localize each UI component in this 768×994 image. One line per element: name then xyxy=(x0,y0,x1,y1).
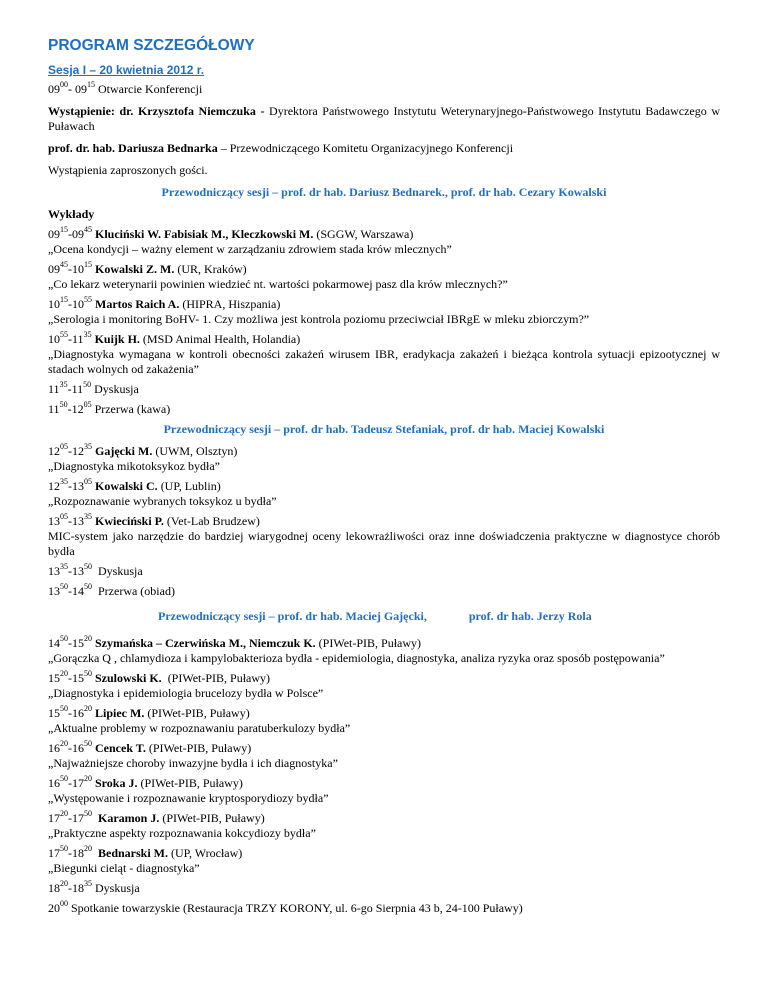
lecture-time-author xyxy=(48,671,720,686)
time-start-minutes: 55 xyxy=(60,330,68,339)
lecture-entry xyxy=(48,514,720,559)
lecture-title: „Co lekarz weterynarii powinien wiedzieć nt. wartości pokarmowej pasz dla krów mlecznych?” xyxy=(48,277,508,291)
time-separator: - xyxy=(68,262,72,276)
time-start-minutes: 20 xyxy=(60,669,68,678)
time-end-minutes: 15 xyxy=(84,260,92,269)
time-start-minutes: 50 xyxy=(60,844,68,853)
chair-line-2: Przewodniczący sesji – prof. dr hab. Tadeusz Stefaniak, prof. dr hab. Maciej Kowalski xyxy=(163,422,605,436)
lecture-author: Szymańska – Czerwińska M., Niemczuk K. xyxy=(92,636,316,650)
lecture-title: „Gorączka Q , chlamydioza i kampylobakterioza bydła - epidemiologia, diagnostyka, analiza ryzyka oraz sposób postępowania” xyxy=(48,651,665,665)
time-end-minutes: 50 xyxy=(84,582,92,591)
lecture-title: „Najważniejsze choroby inwazyjne bydła i ich diagnostyka” xyxy=(48,756,338,770)
lecture-entry xyxy=(48,262,720,292)
time-start: 11 xyxy=(48,382,60,396)
lecture-author: Szulowski K. xyxy=(92,671,162,685)
time-start-minutes: 05 xyxy=(60,512,68,521)
speech-chairman xyxy=(48,141,720,156)
time-separator: - xyxy=(68,811,72,825)
time-start: 12 xyxy=(48,479,60,493)
time-start-minutes: 35 xyxy=(60,477,68,486)
time-end: 12 xyxy=(72,444,84,458)
lecture-entry xyxy=(48,846,720,876)
time-start-minutes: 20 xyxy=(60,809,68,818)
guests-line: Wystąpienia zaproszonych gości. xyxy=(48,163,208,177)
lecture-affiliation: (SGGW, Warszawa) xyxy=(313,227,414,241)
time-end: 09 xyxy=(72,227,84,241)
time-end: 12 xyxy=(71,402,84,416)
time-end-minutes: 20 xyxy=(84,774,92,783)
lecture-time-author xyxy=(48,741,720,756)
lecture-time-author xyxy=(48,636,720,651)
break-1 xyxy=(48,402,720,417)
lecture-affiliation: (UP, Lublin) xyxy=(157,479,221,493)
lecture-time-author xyxy=(48,811,720,826)
time-end-minutes: 05 xyxy=(83,400,92,409)
time-end: 16 xyxy=(72,706,84,720)
time-end-minutes: 35 xyxy=(83,330,92,339)
time-start-minutes: 35 xyxy=(59,380,68,389)
time-start-minutes: 00 xyxy=(60,80,68,89)
lecture-title: „Występowanie i rozpoznawanie kryptosporydiozy bydła” xyxy=(48,791,329,805)
time-start: 15 xyxy=(48,706,60,720)
lecture-entry xyxy=(48,811,720,841)
time-end-minutes: 50 xyxy=(84,669,92,678)
time-end: 14 xyxy=(72,584,84,598)
lectures-label: Wykłady xyxy=(48,207,95,221)
time-separator: - xyxy=(68,332,72,346)
lecture-author: Cencek T. xyxy=(92,741,146,755)
time-end: 13 xyxy=(72,514,84,528)
lecture-entry xyxy=(48,706,720,736)
time-start: 15 xyxy=(48,671,60,685)
time-end: 17 xyxy=(72,811,84,825)
lecture-author: Kluciński W. Fabisiak M., Kleczkowski M. xyxy=(92,227,314,241)
discussion-text: Dyskusja xyxy=(92,881,140,895)
time-separator: - xyxy=(68,881,72,895)
time-start: 11 xyxy=(48,402,60,416)
time-start: 20 xyxy=(48,901,60,915)
time-start: 17 xyxy=(48,846,60,860)
time-end-minutes: 50 xyxy=(83,380,92,389)
lecture-title: „Diagnostyka mikotoksykoz bydła” xyxy=(48,459,220,473)
time-end: 11 xyxy=(72,332,84,346)
time-separator: - xyxy=(68,741,72,755)
lecture-entry xyxy=(48,636,720,666)
time-start: 18 xyxy=(48,881,60,895)
time-start-minutes: 50 xyxy=(60,582,68,591)
lecture-affiliation: (PIWet-PIB, Puławy) xyxy=(145,741,252,755)
time-end: 18 xyxy=(72,846,84,860)
time-separator: - xyxy=(67,402,72,416)
time-end-minutes: 55 xyxy=(84,295,92,304)
time-start-minutes: 05 xyxy=(60,442,68,451)
lecture-time-author xyxy=(48,262,720,277)
time-separator: - xyxy=(68,227,72,241)
lecture-time-author xyxy=(48,444,720,459)
lecture-author: Bednarski M. xyxy=(92,846,169,860)
time-start-minutes: 35 xyxy=(60,562,68,571)
time-end-minutes: 05 xyxy=(84,477,92,486)
time-end: 11 xyxy=(71,382,84,396)
time-end-minutes: 35 xyxy=(84,442,92,451)
time-end-minutes: 45 xyxy=(84,225,92,234)
lecture-title: MIC-system jako narzędzie do bardziej wiarygodnej oceny lekowrażliwości oraz inne doświadczenia praktyczne w diagnostyce chorób bydła xyxy=(48,529,720,558)
lecture-entry xyxy=(48,332,720,377)
chair-line-3-right: prof. dr hab. Jerzy Rola xyxy=(468,609,592,623)
lecture-affiliation: (PIWet-PIB, Puławy) xyxy=(144,706,250,720)
lecture-author: Kowalski Z. M. xyxy=(92,262,175,276)
break-text: Przerwa (kawa) xyxy=(91,402,171,416)
lecture-author: Martos Raich A. xyxy=(92,297,180,311)
speech-director-role: Dyrektora Państwowego Instytutu Weterynaryjnego-Państwowego Instytutu Badawczego w Puławach xyxy=(48,104,720,133)
lecture-affiliation: (MSD Animal Health, Holandia) xyxy=(139,332,301,346)
time-end-minutes: 20 xyxy=(84,704,92,713)
lecture-title: „Diagnostyka wymagana w kontroli obecności zakażeń wirusem IBR, eradykacja zakażeń i bieżąca kontrola sytuacji epizootycznej w stadach wolnych od zakażenia” xyxy=(48,347,720,376)
time-start: 13 xyxy=(48,514,60,528)
time-end: 17 xyxy=(72,776,84,790)
speech-chairman-name: prof. dr. hab. Dariusza Bednarka xyxy=(48,141,218,155)
time-separator: - xyxy=(68,82,75,96)
lecture-author: Kowalski C. xyxy=(92,479,158,493)
lecture-entry xyxy=(48,297,720,327)
lecture-time-author xyxy=(48,332,720,347)
speech-director xyxy=(48,104,720,134)
opening-line xyxy=(48,82,720,97)
time-end: 16 xyxy=(72,741,84,755)
lecture-affiliation: (PIWet-PIB, Puławy) xyxy=(159,811,265,825)
time-separator: - xyxy=(68,564,72,578)
time-end-minutes: 20 xyxy=(84,634,92,643)
chair-line-3 xyxy=(48,609,720,624)
time-end: 15 xyxy=(72,671,84,685)
break-text: Przerwa (obiad) xyxy=(92,584,175,598)
time-end: 10 xyxy=(72,297,84,311)
time-start: 09 xyxy=(48,82,60,96)
time-separator: - xyxy=(68,297,72,311)
time-start: 09 xyxy=(48,262,60,276)
time-start: 10 xyxy=(48,297,60,311)
program-page xyxy=(48,36,720,921)
time-start-minutes: 20 xyxy=(60,879,68,888)
lecture-affiliation: (PIWet-PIB, Puławy) xyxy=(315,636,422,650)
time-start: 16 xyxy=(48,741,60,755)
lecture-affiliation: (UR, Kraków) xyxy=(174,262,247,276)
time-end-minutes: 20 xyxy=(84,844,92,853)
lecture-title: „Rozpoznawanie wybranych toksykoz u bydła” xyxy=(48,494,277,508)
time-start-minutes: 15 xyxy=(60,225,68,234)
lecture-entry xyxy=(48,776,720,806)
time-start: 16 xyxy=(48,776,60,790)
lecture-affiliation: (PIWet-PIB, Puławy) xyxy=(137,776,243,790)
time-separator: - xyxy=(68,479,72,493)
time-start-minutes: 20 xyxy=(60,739,68,748)
lecture-time-author xyxy=(48,297,720,312)
lecture-entry xyxy=(48,444,720,474)
lecture-entry xyxy=(48,479,720,509)
lecture-title: „Aktualne problemy w rozpoznawaniu paratuberkulozy bydła” xyxy=(48,721,351,735)
time-start-minutes: 50 xyxy=(59,400,68,409)
lecture-time-author xyxy=(48,776,720,791)
time-separator: - xyxy=(68,636,72,650)
time-separator: - xyxy=(68,444,72,458)
lecture-entry xyxy=(48,741,720,771)
lecture-author: Lipiec M. xyxy=(92,706,145,720)
lecture-affiliation: (UP, Wrocław) xyxy=(168,846,243,860)
lecture-time-author xyxy=(48,846,720,861)
break-2 xyxy=(48,584,720,599)
lecture-affiliation: (UWM, Olsztyn) xyxy=(152,444,238,458)
time-end: 18 xyxy=(72,881,84,895)
time-start: 13 xyxy=(48,584,60,598)
time-start: 12 xyxy=(48,444,60,458)
lecture-author: Karamon J. xyxy=(92,811,160,825)
time-start: 13 xyxy=(48,564,60,578)
lecture-block-3 xyxy=(48,636,720,876)
discussion-text: Dyskusja xyxy=(92,564,143,578)
lecture-affiliation: (HIPRA, Hiszpania) xyxy=(179,297,281,311)
time-start-minutes: 50 xyxy=(60,774,68,783)
time-end-minutes: 50 xyxy=(84,739,92,748)
time-end-minutes: 50 xyxy=(84,809,92,818)
lecture-author: Gajęcki M. xyxy=(92,444,153,458)
lecture-entry xyxy=(48,671,720,701)
time-separator: - xyxy=(68,776,72,790)
lecture-time-author xyxy=(48,479,720,494)
time-separator: - xyxy=(68,671,72,685)
lecture-time-author xyxy=(48,227,720,242)
lecture-title: „Diagnostyka i epidemiologia brucelozy bydła w Polsce” xyxy=(48,686,324,700)
lecture-author: Kuijk H. xyxy=(91,332,140,346)
lecture-author: Sroka J. xyxy=(92,776,138,790)
speech-director-name: Wystąpienie: dr. Krzysztofa Niemczuka - xyxy=(48,104,265,118)
lecture-time-author xyxy=(48,514,720,529)
time-start: 09 xyxy=(48,227,60,241)
time-separator: - xyxy=(68,706,72,720)
time-end: 10 xyxy=(72,262,84,276)
lecture-affiliation: (Vet-Lab Brudzew) xyxy=(163,514,260,528)
discussion-3 xyxy=(48,881,720,896)
time-separator: - xyxy=(68,846,72,860)
time-end-minutes: 35 xyxy=(84,879,92,888)
lecture-author: Kwieciński P. xyxy=(92,514,164,528)
time-end: 15 xyxy=(72,636,84,650)
time-start: 10 xyxy=(48,332,60,346)
time-start: 14 xyxy=(48,636,60,650)
speech-chairman-role: – Przewodniczącego Komitetu Organizacyjnego Konferencji xyxy=(217,141,514,155)
social-meeting-text: Spotkanie towarzyskie (Restauracja TRZY KORONY, ul. 6-go Sierpnia 43 b, 24-100 Puławy) xyxy=(68,901,523,915)
lecture-title: „Praktyczne aspekty rozpoznawania kokcydiozy bydła” xyxy=(48,826,316,840)
lecture-block-1 xyxy=(48,227,720,377)
lecture-affiliation: (PIWet-PIB, Puławy) xyxy=(161,671,271,685)
time-end: 09 xyxy=(75,82,87,96)
time-start: 17 xyxy=(48,811,60,825)
time-start-minutes: 50 xyxy=(60,634,68,643)
lecture-time-author xyxy=(48,706,720,721)
discussion-text: Dyskusja xyxy=(91,382,139,396)
lecture-title: „Biegunki cieląt - diagnostyka” xyxy=(48,861,200,875)
time-end-minutes: 15 xyxy=(87,80,95,89)
time-end-minutes: 35 xyxy=(84,512,92,521)
time-start-minutes: 00 xyxy=(60,899,68,908)
discussion-2 xyxy=(48,564,720,579)
time-end: 13 xyxy=(72,564,84,578)
time-start-minutes: 15 xyxy=(60,295,68,304)
time-end-minutes: 50 xyxy=(84,562,92,571)
discussion-1 xyxy=(48,382,720,397)
chair-line-1: Przewodniczący sesji – prof. dr hab. Dariusz Bednarek., prof. dr hab. Cezary Kowalski xyxy=(161,185,607,199)
time-separator: - xyxy=(68,584,72,598)
page-title: PROGRAM SZCZEGÓŁOWY xyxy=(48,37,255,54)
time-separator: - xyxy=(67,382,72,396)
time-end: 13 xyxy=(72,479,84,493)
time-separator: - xyxy=(68,514,72,528)
opening-text: Otwarcie Konferencji xyxy=(95,82,203,96)
lecture-title: „Ocena kondycji – ważny element w zarządzaniu zdrowiem stada krów mlecznych” xyxy=(48,242,452,256)
session-heading: Sesja I – 20 kwietnia 2012 r. xyxy=(48,63,205,77)
chair-line-3-left: Przewodniczący sesji – prof. dr hab. Maciej Gajęcki, xyxy=(158,609,427,623)
lecture-block-2 xyxy=(48,444,720,559)
lecture-title: „Serologia i monitoring BoHV- 1. Czy możliwa jest kontrola poziomu przeciwciał IBRgE w mleku zbiorczym?” xyxy=(48,312,590,326)
time-start-minutes: 45 xyxy=(60,260,68,269)
lecture-entry xyxy=(48,227,720,257)
social-meeting xyxy=(48,901,720,916)
time-start-minutes: 50 xyxy=(60,704,68,713)
